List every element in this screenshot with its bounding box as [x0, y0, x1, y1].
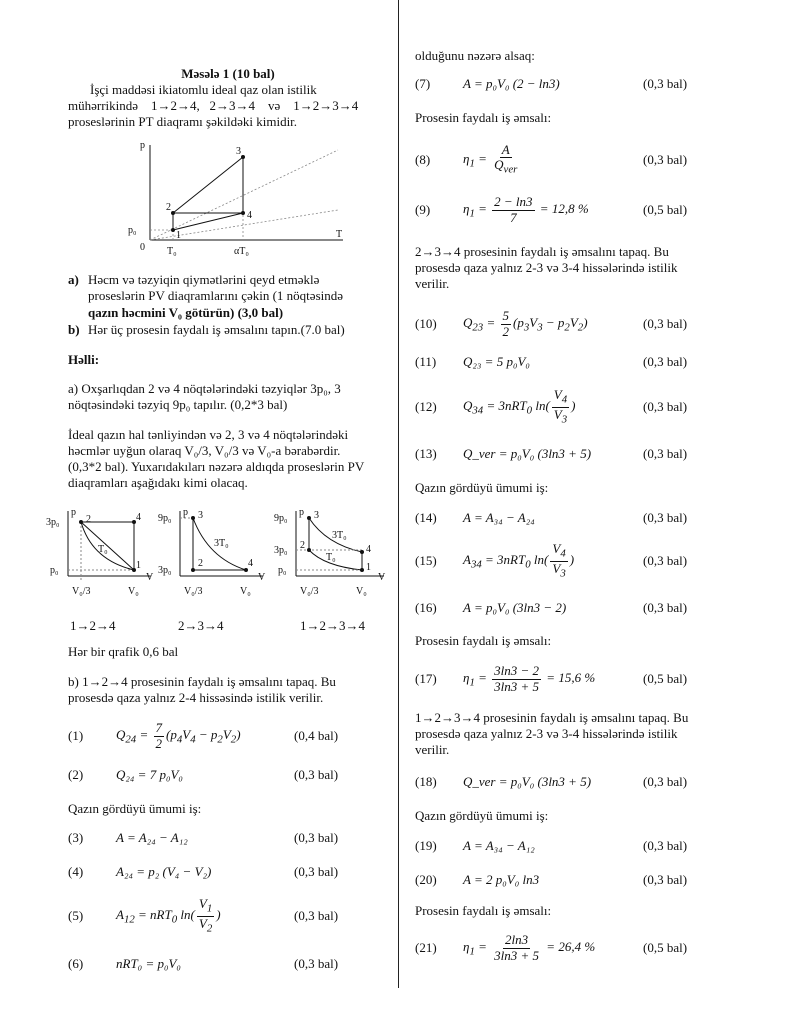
pv3-9p0: 9p₀	[274, 513, 288, 524]
eq19-number: (19)	[415, 837, 437, 853]
pv2-3p0: 3p₀	[158, 565, 172, 576]
pv-caption-2: 2→3→4	[178, 618, 224, 633]
pt-point-3: 3	[236, 146, 241, 157]
eq16-points: (0,3 bal)	[643, 599, 688, 615]
eq20-points: (0,3 bal)	[643, 871, 688, 887]
equation-3	[68, 826, 368, 850]
equation-5	[68, 896, 368, 935]
question-b-label: b)	[68, 322, 80, 337]
process-234-line-3: verilir.	[415, 276, 450, 291]
eq10-points: (0,3 bal)	[643, 315, 688, 331]
eq8-expression: $\eta_1$ = $\frac{A}{Q_{ver}}$	[463, 142, 518, 176]
pv-caption-1: 1→2→4	[70, 618, 116, 633]
eq17-result: = 15,6 %	[546, 669, 596, 685]
equation-6	[68, 952, 368, 976]
efficiency-label-2: Prosesin faydalı iş əmsalı:	[415, 633, 552, 648]
pv2-v03: V₀/3	[184, 586, 203, 597]
eq18-number: (18)	[415, 773, 437, 789]
eq14-expression: A = A₃₄ − A₂₄	[463, 509, 535, 525]
process-1234-line-1: 1→2→3→4 prosesinin faydalı iş əmsalını tapaq. Bu	[415, 710, 689, 725]
pv-diagram-1234	[274, 508, 392, 603]
question-b	[68, 322, 388, 338]
question-a-line-2: proseslərin PV diaqramlarını çəkin (1 nöqtəsində	[88, 288, 344, 304]
eq9-points: (0,5 bal)	[643, 201, 688, 217]
equation-8	[415, 142, 715, 176]
equation-20	[415, 868, 715, 892]
efficiency-label-1: Prosesin faydalı iş əmsalı:	[415, 110, 552, 125]
equation-14	[415, 506, 715, 530]
question-a-line-1: Həcm və təzyiqin qiymətlərini qeyd etməklə	[88, 272, 320, 287]
eq7-expression: A = p₀V₀ (2 − ln3)	[463, 75, 560, 91]
pt-p0: p₀	[128, 225, 137, 236]
problem-title: Məsələ 1 (10 bal)	[181, 66, 275, 81]
solution-heading: Həlli:	[68, 352, 100, 367]
eq11-number: (11)	[415, 353, 437, 369]
pv3-n1: 1	[366, 562, 371, 573]
equation-12	[415, 387, 715, 426]
question-b-text: Hər üç prosesin faydalı iş əmsalını tapın.(7.0 bal)	[88, 322, 345, 337]
process-234-line-2: prosesdə qaza yalnız 2-3 və 3-4 hissələrində istilik	[415, 260, 678, 275]
pv3-n4: 4	[366, 544, 371, 555]
eq17-points: (0,5 bal)	[643, 670, 688, 686]
pv3-n3: 3	[314, 510, 319, 521]
pv1-v0: V₀	[128, 586, 139, 597]
process-1234-line-3: verilir.	[415, 742, 450, 757]
equation-18	[415, 770, 715, 794]
pv1-n4: 4	[136, 512, 141, 523]
pv3-3t0: 3T₀	[332, 530, 347, 541]
eq6-points: (0,3 bal)	[294, 955, 339, 971]
column-divider	[398, 0, 399, 988]
eq12-points: (0,3 bal)	[643, 398, 688, 414]
efficiency-label-3: Prosesin faydalı iş əmsalı:	[415, 903, 552, 918]
equation-4	[68, 860, 368, 884]
equation-17	[415, 663, 715, 694]
solution-a-line-3: İdeal qazın hal tənliyindən və 2, 3 və 4 nöqtələrindəki	[68, 427, 349, 442]
eq2-number: (2)	[68, 766, 84, 782]
eq14-number: (14)	[415, 509, 437, 525]
eq14-points: (0,3 bal)	[643, 509, 688, 525]
eq9-result: = 12,8 %	[539, 200, 589, 216]
equation-21	[415, 932, 715, 963]
eq11-expression: Q₂₃ = 5 p₀V₀	[463, 353, 530, 369]
intro-line-3: proseslərinin PT diaqramı şəkildəki kimidir.	[68, 114, 298, 129]
eq9-expression: $\eta_1$ = $\frac{2 - \ln 3}{7}$ = 12,8 %	[463, 194, 589, 225]
pv3-axis-p: p	[299, 507, 304, 518]
equation-9	[415, 194, 715, 225]
intro-line-1: İşçi maddəsi ikiatomlu ideal qaz olan istilik	[90, 82, 317, 97]
eq20-number: (20)	[415, 871, 437, 887]
pv2-n3: 3	[198, 510, 203, 521]
per-graph-score: Hər bir qrafik 0,6 bal	[68, 644, 179, 659]
question-a-label: a)	[68, 272, 79, 287]
equation-1	[68, 720, 368, 751]
eq8-number: (8)	[415, 151, 431, 167]
solution-a-line-1: a) Oxşarlıqdan 2 və 4 nöqtələrindəki təzyiqlər 3p₀, 3	[68, 381, 341, 396]
solution-b-line-1: b) 1→2→4 prosesinin faydalı iş əmsalını tapaq. Bu	[68, 674, 336, 689]
eq2-expression: Q₂₄ = 7 p₀V₀	[116, 766, 183, 782]
eq1-points: (0,4 bal)	[294, 727, 339, 743]
pv2-axis-p: p	[183, 507, 188, 518]
eq6-expression: nRT₀ = p₀V₀	[116, 955, 181, 971]
pt-diagram	[128, 140, 348, 265]
work-total-label-3: Qazın gördüyü ümumi iş:	[415, 808, 549, 823]
pv1-3p0: 3p₀	[46, 517, 60, 528]
eq15-points: (0,3 bal)	[643, 552, 688, 568]
pv2-v0: V₀	[240, 586, 251, 597]
pv2-axis-v: V	[258, 572, 266, 583]
pt-axis-t: T	[336, 229, 343, 240]
equation-2	[68, 763, 368, 787]
pt-at0: αT₀	[234, 246, 249, 257]
equation-19	[415, 834, 715, 858]
eq9-number: (9)	[415, 201, 431, 217]
equation-11	[415, 350, 715, 374]
eq15-expression: $A_{34} = 3nRT_0$ ln( $\frac{V_4}{V_3}$ )	[463, 541, 575, 580]
pv2-n4: 4	[248, 558, 253, 569]
eq21-points: (0,5 bal)	[643, 939, 688, 955]
eq12-expression: $Q_{34} = 3nRT_0$ ln( $\frac{V_4}{V_3}$ )	[463, 387, 576, 426]
pv3-p0: p₀	[278, 565, 287, 576]
solution-a-line-2: nöqtəsindəki təzyiq 9p₀ tapılır. (0,2*3 bal)	[68, 397, 288, 412]
eq3-expression: A = A₂₄ − A₁₂	[116, 829, 188, 845]
equation-16	[415, 596, 715, 620]
pv3-v03: V₀/3	[300, 586, 319, 597]
eq17-number: (17)	[415, 670, 437, 686]
pt-t0: T₀	[167, 246, 177, 257]
intro-line-2: mühərrikində 1→2→4, 2→3→4 və 1→2→3→4	[68, 98, 359, 113]
equation-15	[415, 541, 715, 580]
pv-diagram-234	[158, 508, 268, 603]
continuation-text: olduğunu nəzərə alsaq:	[415, 48, 535, 63]
pt-axis-p: p	[140, 140, 145, 151]
pv1-axis-p: p	[71, 507, 76, 518]
eq17-expression: $\eta_1$ = $\frac{3\ln 3 - 2}{3\ln 3 + 5}$ = 15,6 %	[463, 663, 596, 694]
eq1-number: (1)	[68, 727, 84, 743]
equation-10	[415, 308, 715, 339]
eq4-points: (0,3 bal)	[294, 863, 339, 879]
eq2-points: (0,3 bal)	[294, 766, 339, 782]
eq18-points: (0,3 bal)	[643, 773, 688, 789]
pv1-n2: 2	[86, 514, 91, 525]
pt-origin: 0	[140, 242, 145, 253]
eq1-expression: $Q_{24}$ = $\frac{7}{2}$ $(p_4V_4 - p_2V_2)$	[116, 720, 241, 751]
equation-7	[415, 72, 715, 96]
pv2-9p0: 9p₀	[158, 513, 172, 524]
eq4-number: (4)	[68, 863, 84, 879]
question-a	[68, 272, 388, 321]
pv3-t0: T₀	[326, 552, 336, 563]
eq10-expression: $Q_{23}$ = $\frac{5}{2}$ $(p_3V_3 - p_2V_2)$	[463, 308, 588, 339]
eq5-number: (5)	[68, 907, 84, 923]
pt-point-4: 4	[247, 210, 252, 221]
eq19-points: (0,3 bal)	[643, 837, 688, 853]
solution-b-line-2: prosesdə qaza yalnız 2-4 hissəsində istilik verilir.	[68, 690, 324, 705]
eq16-expression: A = p₀V₀ (3ln3 − 2)	[463, 599, 567, 615]
eq13-number: (13)	[415, 445, 437, 461]
pv1-n1: 1	[136, 560, 141, 571]
eq20-expression: A = 2 p₀V₀ ln3	[463, 871, 540, 887]
pt-point-1: 1	[176, 230, 181, 241]
pv3-3p0: 3p₀	[274, 545, 288, 556]
pt-point-2: 2	[166, 202, 171, 213]
eq5-points: (0,3 bal)	[294, 907, 339, 923]
eq7-number: (7)	[415, 75, 431, 91]
eq15-number: (15)	[415, 552, 437, 568]
pv-diagram-124	[46, 508, 156, 603]
pv1-t0: T₀	[98, 544, 108, 555]
question-a-line-3: qazın həcmini V₀ götürün) (3,0 bal)	[88, 304, 284, 320]
process-1234-line-2: prosesdə qaza yalnız 2-3 və 3-4 hissələrində istilik	[415, 726, 678, 741]
pv2-3t0: 3T₀	[214, 538, 229, 549]
eq8-points: (0,3 bal)	[643, 151, 688, 167]
pv3-n2: 2	[300, 540, 305, 551]
eq11-points: (0,3 bal)	[643, 353, 688, 369]
eq3-number: (3)	[68, 829, 84, 845]
pv3-v0: V₀	[356, 586, 367, 597]
solution-a-line-6: diaqramları aşağıdakı kimi olacaq.	[68, 475, 248, 490]
eq13-expression: Q_ver = p₀V₀ (3ln3 + 5)	[463, 445, 592, 461]
solution-a-line-4: həcmlər uyğun olaraq V₀/3, V₀/3 və V₀-a bərabərdir.	[68, 443, 341, 458]
pv2-n2: 2	[198, 558, 203, 569]
process-234-line-1: 2→3→4 prosesinin faydalı iş əmsalını tapaq. Bu	[415, 244, 669, 259]
eq6-number: (6)	[68, 955, 84, 971]
eq21-number: (21)	[415, 939, 437, 955]
eq10-number: (10)	[415, 315, 437, 331]
pv3-axis-v: V	[378, 572, 386, 583]
pv1-v03: V₀/3	[72, 586, 91, 597]
eq16-number: (16)	[415, 599, 437, 615]
eq5-expression: $A_{12} = nRT_0$ ln( $\frac{V_1}{V_2}$ )	[116, 896, 221, 935]
pv1-axis-v: V	[146, 572, 154, 583]
eq3-points: (0,3 bal)	[294, 829, 339, 845]
eq4-expression: A₂₄ = p₂ (V₄ − V₂)	[116, 863, 212, 879]
eq13-points: (0,3 bal)	[643, 445, 688, 461]
work-total-label-2: Qazın gördüyü ümumi iş:	[415, 480, 549, 495]
pv-caption-3: 1→2→3→4	[300, 618, 365, 633]
eq7-points: (0,3 bal)	[643, 75, 688, 91]
equation-13	[415, 442, 715, 466]
pv1-p0: p₀	[50, 565, 59, 576]
eq18-expression: Q_ver = p₀V₀ (3ln3 + 5)	[463, 773, 592, 789]
work-total-label-1: Qazın gördüyü ümumi iş:	[68, 801, 202, 816]
eq19-expression: A = A₃₄ − A₁₂	[463, 837, 535, 853]
eq21-expression: $\eta_1$ = $\frac{2\ln 3}{3\ln 3 + 5}$ = 26,4 %	[463, 932, 596, 963]
eq21-result: = 26,4 %	[546, 938, 596, 954]
eq12-number: (12)	[415, 398, 437, 414]
solution-a-line-5: (0,3*2 bal). Yuxarıdakıları nəzərə aldıqda proseslərin PV	[68, 459, 365, 474]
